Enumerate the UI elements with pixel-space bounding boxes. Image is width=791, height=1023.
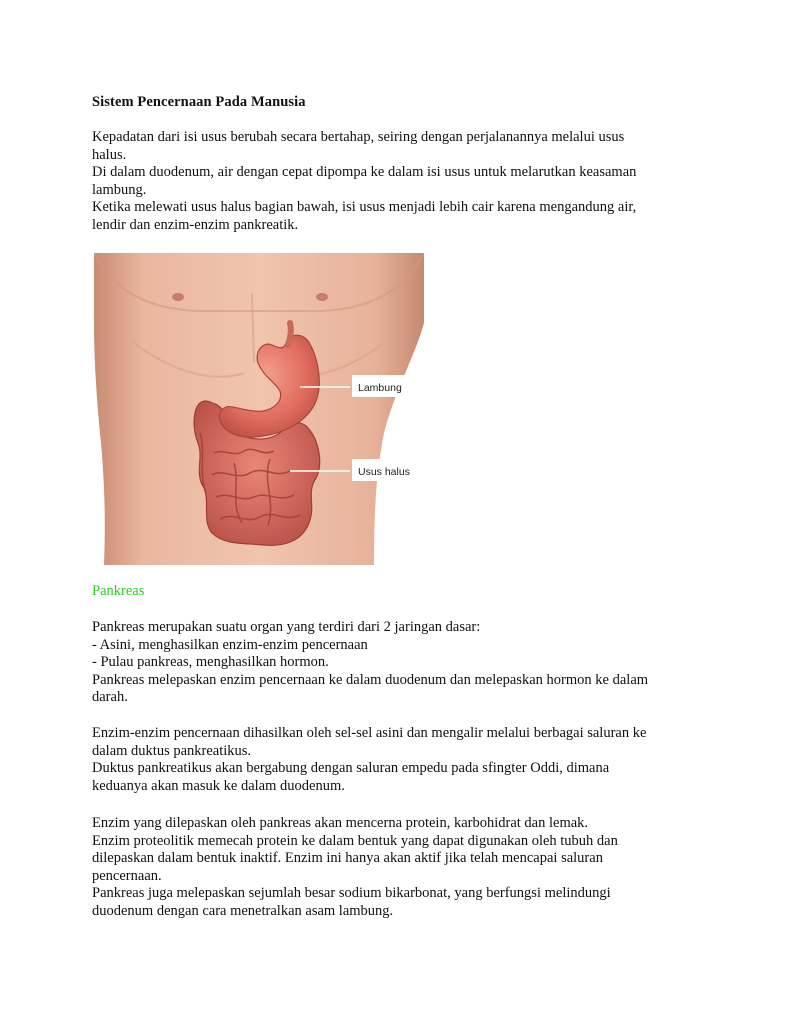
- pankreas-paragraph-1: [92, 619, 702, 707]
- text-line: keduanya akan masuk ke dalam duodenum.: [92, 777, 345, 794]
- text-line: Kepadatan dari isi usus berubah secara bertahap, seiring dengan perjalanannya melalui usus: [92, 129, 625, 145]
- text-line: lambung.: [92, 181, 147, 198]
- nipple-left: [172, 293, 184, 301]
- text-line: Pankreas melepaskan enzim pencernaan ke dalam duodenum dan melepaskan hormon ke dalam: [92, 671, 649, 688]
- text-line: Enzim yang dilepaskan oleh pankreas akan mencerna protein, karbohidrat dan lemak.: [92, 815, 589, 831]
- text-line: - Asini, menghasilkan enzim-enzim pencernaan: [92, 636, 368, 653]
- section-heading-pankreas: Pankreas: [92, 583, 145, 599]
- text-line: dalam duktus pankreatikus.: [92, 742, 252, 759]
- pankreas-paragraph-3: [92, 815, 702, 921]
- text-line: lendir dan enzim-enzim pankreatik.: [92, 216, 299, 233]
- nipple-right: [316, 293, 328, 301]
- text-line: - Pulau pankreas, menghasilkan hormon.: [92, 654, 329, 671]
- text-line: Pankreas juga melepaskan sejumlah besar sodium bikarbonat, yang berfungsi melindungi: [92, 885, 611, 902]
- text-line: halus.: [92, 146, 127, 163]
- label-small-intestine: Usus halus: [358, 466, 410, 478]
- intro-paragraph: [92, 129, 702, 235]
- text-line: Di dalam duodenum, air dengan cepat dipompa ke dalam isi usus untuk melarutkan keasaman: [92, 164, 637, 181]
- pankreas-paragraph-2: [92, 725, 702, 795]
- text-line: pencernaan.: [92, 867, 162, 884]
- digestive-system-illustration: [94, 253, 424, 565]
- text-line: Duktus pankreatikus akan bergabung dengan saluran empedu pada sfingter Oddi, dimana: [92, 760, 610, 777]
- label-stomach: Lambung: [358, 382, 402, 394]
- text-line: Enzim-enzim pencernaan dihasilkan oleh sel-sel asini dan mengalir melalui berbagai saluran ke: [92, 725, 647, 741]
- page-title: Sistem Pencernaan Pada Manusia: [92, 94, 306, 110]
- text-line: dilepaskan dalam bentuk inaktif. Enzim ini hanya akan aktif jika telah mencapai saluran: [92, 850, 603, 867]
- text-line: duodenum dengan cara menetralkan asam lambung.: [92, 902, 394, 919]
- text-line: darah.: [92, 689, 128, 706]
- text-line: Ketika melewati usus halus bagian bawah, isi usus menjadi lebih cair karena mengandung air,: [92, 199, 637, 216]
- text-line: Pankreas merupakan suatu organ yang terdiri dari 2 jaringan dasar:: [92, 619, 481, 635]
- text-line: Enzim proteolitik memecah protein ke dalam bentuk yang dapat digunakan oleh tubuh dan: [92, 832, 618, 849]
